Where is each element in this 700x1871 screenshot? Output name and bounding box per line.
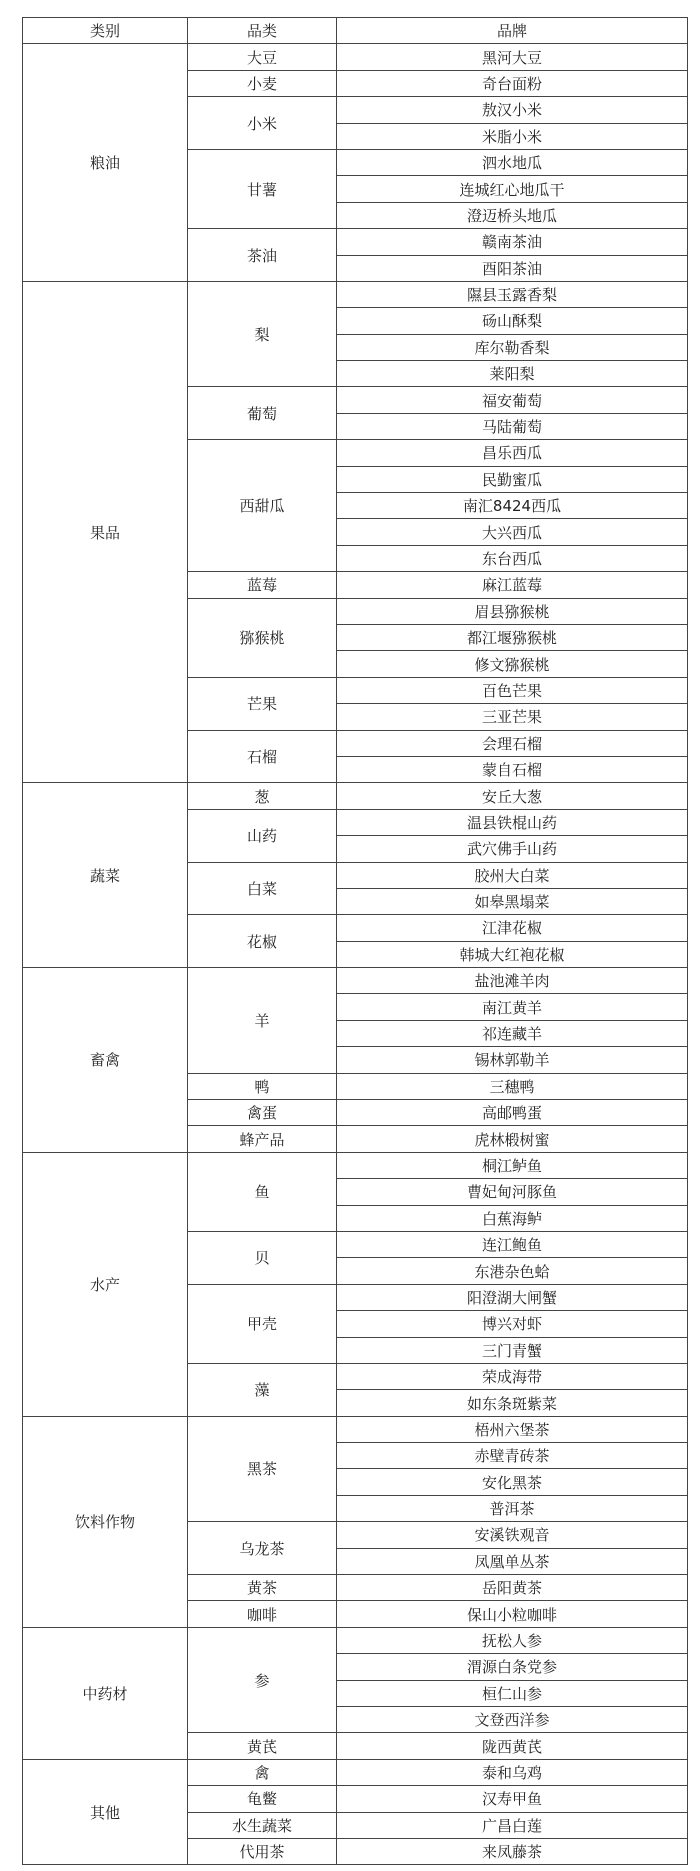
brand-cell: 砀山酥梨	[337, 308, 688, 334]
brand-cell: 荣成海带	[337, 1363, 688, 1389]
brand-cell: 三穗鸭	[337, 1073, 688, 1099]
subcategory-cell: 猕猴桃	[188, 598, 337, 677]
brand-cell: 安溪铁观音	[337, 1522, 688, 1548]
brand-cell: 大兴西瓜	[337, 519, 688, 545]
brand-cell: 梧州六堡茶	[337, 1416, 688, 1442]
header-row	[23, 18, 688, 44]
brand-cell: 会理石榴	[337, 730, 688, 756]
subcategory-cell: 羊	[188, 968, 337, 1074]
subcategory-cell: 小麦	[188, 70, 337, 96]
brand-cell: 赤壁青砖茶	[337, 1443, 688, 1469]
brand-cell: 胶州大白菜	[337, 862, 688, 888]
brand-cell: 渭源白条党参	[337, 1654, 688, 1680]
brand-cell: 阳澄湖大闸蟹	[337, 1284, 688, 1310]
subcategory-cell: 水生蔬菜	[188, 1812, 337, 1838]
brand-cell: 来凤藤茶	[337, 1838, 688, 1864]
subcategory-cell: 龟鳖	[188, 1786, 337, 1812]
brand-cell: 东台西瓜	[337, 545, 688, 571]
brand-cell: 泗水地瓜	[337, 149, 688, 175]
brand-cell: 文登西洋参	[337, 1707, 688, 1733]
subcategory-cell: 藻	[188, 1363, 337, 1416]
subcategory-cell: 鸭	[188, 1073, 337, 1099]
brand-cell: 马陆葡萄	[337, 413, 688, 439]
subcategory-cell: 花椒	[188, 915, 337, 968]
brand-cell: 南江黄羊	[337, 994, 688, 1020]
subcategory-cell: 芒果	[188, 677, 337, 730]
brand-table	[22, 17, 688, 1865]
brand-cell: 凤凰单丛茶	[337, 1548, 688, 1574]
brand-cell: 如东条斑紫菜	[337, 1390, 688, 1416]
brand-cell: 赣南茶油	[337, 229, 688, 255]
brand-cell: 眉县猕猴桃	[337, 598, 688, 624]
category-cell: 蔬菜	[23, 783, 188, 968]
subcategory-cell: 禽	[188, 1759, 337, 1785]
brand-cell: 博兴对虾	[337, 1311, 688, 1337]
table-row	[23, 1759, 688, 1785]
subcategory-cell: 西甜瓜	[188, 440, 337, 572]
header-brand: 品牌	[337, 18, 688, 44]
brand-cell: 莱阳梨	[337, 361, 688, 387]
brand-cell: 武穴佛手山药	[337, 836, 688, 862]
brand-cell: 蒙自石榴	[337, 756, 688, 782]
category-cell: 其他	[23, 1759, 188, 1865]
table-row	[23, 281, 688, 307]
brand-cell: 普洱茶	[337, 1495, 688, 1521]
subcategory-cell: 咖啡	[188, 1601, 337, 1627]
brand-cell: 百色芒果	[337, 677, 688, 703]
table-body	[23, 44, 688, 1865]
brand-cell: 祁连藏羊	[337, 1020, 688, 1046]
brand-cell: 韩城大红袍花椒	[337, 941, 688, 967]
brand-cell: 泰和乌鸡	[337, 1759, 688, 1785]
brand-cell: 锡林郭勒羊	[337, 1047, 688, 1073]
brand-cell: 修文猕猴桃	[337, 651, 688, 677]
brand-cell: 酉阳茶油	[337, 255, 688, 281]
brand-cell: 如皋黑塌菜	[337, 888, 688, 914]
brand-cell: 曹妃甸河豚鱼	[337, 1179, 688, 1205]
subcategory-cell: 代用茶	[188, 1838, 337, 1864]
brand-cell: 温县铁棍山药	[337, 809, 688, 835]
table-row	[23, 44, 688, 70]
brand-cell: 敖汉小米	[337, 97, 688, 123]
subcategory-cell: 葱	[188, 783, 337, 809]
brand-cell: 米脂小米	[337, 123, 688, 149]
brand-cell: 三门青蟹	[337, 1337, 688, 1363]
subcategory-cell: 蓝莓	[188, 572, 337, 598]
brand-cell: 桐江鲈鱼	[337, 1152, 688, 1178]
subcategory-cell: 乌龙茶	[188, 1522, 337, 1575]
subcategory-cell: 贝	[188, 1231, 337, 1284]
subcategory-cell: 黑茶	[188, 1416, 337, 1522]
subcategory-cell: 参	[188, 1627, 337, 1733]
category-cell: 中药材	[23, 1627, 188, 1759]
subcategory-cell: 禽蛋	[188, 1100, 337, 1126]
subcategory-cell: 小米	[188, 97, 337, 150]
brand-cell: 安化黑茶	[337, 1469, 688, 1495]
brand-cell: 安丘大葱	[337, 783, 688, 809]
subcategory-cell: 梨	[188, 281, 337, 387]
brand-cell: 汉寿甲鱼	[337, 1786, 688, 1812]
subcategory-cell: 葡萄	[188, 387, 337, 440]
brand-cell: 抚松人参	[337, 1627, 688, 1653]
category-cell: 畜禽	[23, 968, 188, 1153]
brand-cell: 江津花椒	[337, 915, 688, 941]
table-row	[23, 783, 688, 809]
brand-cell: 桓仁山参	[337, 1680, 688, 1706]
brand-cell: 白蕉海鲈	[337, 1205, 688, 1231]
subcategory-cell: 甲壳	[188, 1284, 337, 1363]
subcategory-cell: 黄茶	[188, 1575, 337, 1601]
subcategory-cell: 蜂产品	[188, 1126, 337, 1152]
brand-cell: 隰县玉露香梨	[337, 281, 688, 307]
header-subcategory: 品类	[188, 18, 337, 44]
header-category: 类别	[23, 18, 188, 44]
subcategory-cell: 甘薯	[188, 149, 337, 228]
brand-cell: 南汇8424西瓜	[337, 493, 688, 519]
subcategory-cell: 白菜	[188, 862, 337, 915]
subcategory-cell: 黄芪	[188, 1733, 337, 1759]
brand-cell: 岳阳黄茶	[337, 1575, 688, 1601]
brand-cell: 广昌白莲	[337, 1812, 688, 1838]
brand-cell: 连城红心地瓜干	[337, 176, 688, 202]
brand-cell: 虎林椴树蜜	[337, 1126, 688, 1152]
brand-cell: 麻江蓝莓	[337, 572, 688, 598]
brand-cell: 昌乐西瓜	[337, 440, 688, 466]
category-cell: 饮料作物	[23, 1416, 188, 1627]
brand-cell: 库尔勒香梨	[337, 334, 688, 360]
table-row	[23, 1416, 688, 1442]
brand-cell: 奇台面粉	[337, 70, 688, 96]
subcategory-cell: 鱼	[188, 1152, 337, 1231]
table-row	[23, 1627, 688, 1653]
brand-cell: 黑河大豆	[337, 44, 688, 70]
brand-cell: 澄迈桥头地瓜	[337, 202, 688, 228]
brand-cell: 三亚芒果	[337, 704, 688, 730]
subcategory-cell: 茶油	[188, 229, 337, 282]
subcategory-cell: 大豆	[188, 44, 337, 70]
category-cell: 果品	[23, 281, 188, 782]
brand-cell: 民勤蜜瓜	[337, 466, 688, 492]
brand-cell: 保山小粒咖啡	[337, 1601, 688, 1627]
category-cell: 水产	[23, 1152, 188, 1416]
brand-cell: 连江鲍鱼	[337, 1231, 688, 1257]
table-row	[23, 1152, 688, 1178]
brand-cell: 东港杂色蛤	[337, 1258, 688, 1284]
brand-cell: 陇西黄芪	[337, 1733, 688, 1759]
brand-cell: 盐池滩羊肉	[337, 968, 688, 994]
subcategory-cell: 山药	[188, 809, 337, 862]
subcategory-cell: 石榴	[188, 730, 337, 783]
brand-cell: 高邮鸭蛋	[337, 1100, 688, 1126]
brand-cell: 都江堰猕猴桃	[337, 624, 688, 650]
category-cell: 粮油	[23, 44, 188, 282]
table-row	[23, 968, 688, 994]
brand-cell: 福安葡萄	[337, 387, 688, 413]
